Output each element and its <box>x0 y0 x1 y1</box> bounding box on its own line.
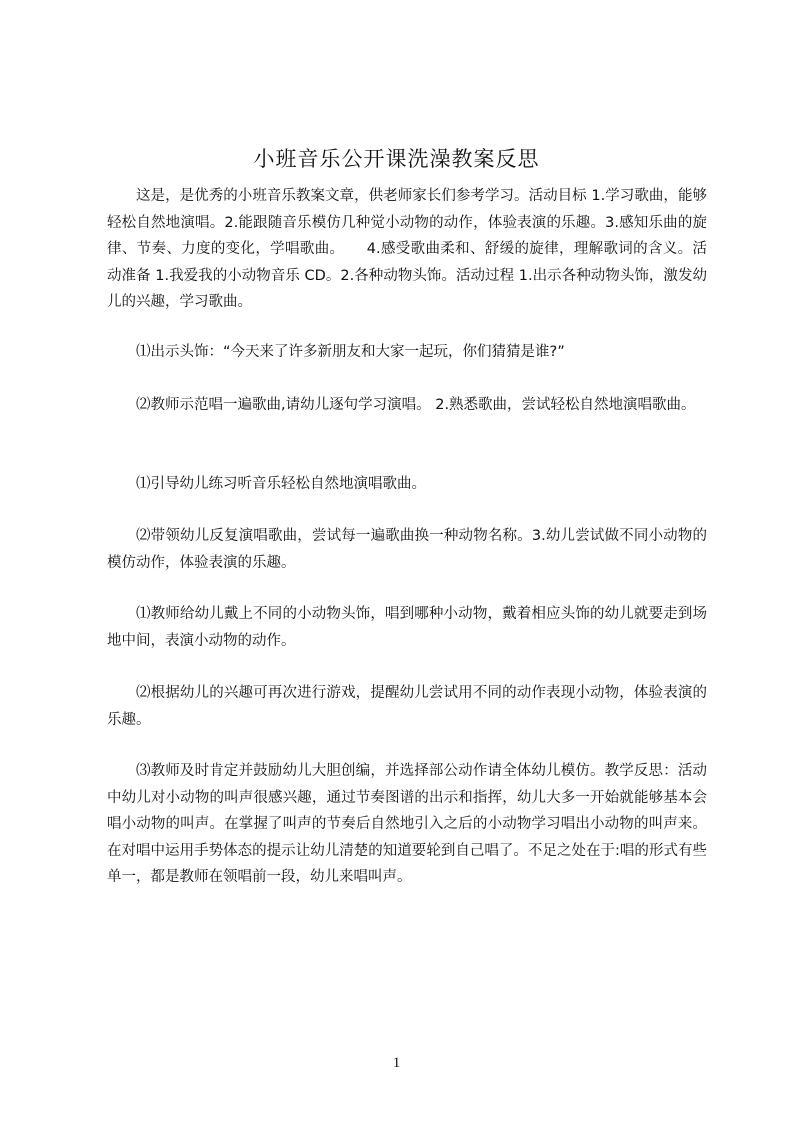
paragraph-step-3-1: ⑴教师给幼儿戴上不同的小动物头饰，唱到哪种小动物，戴着相应头饰的幼儿就要走到场地中间，表演小动物的动作。 <box>107 606 707 649</box>
paragraph-step-1-2: ⑵教师示范唱一遍歌曲,请幼儿逐句学习演唱。 2.熟悉歌曲，尝试轻松自然地演唱歌曲。 <box>136 397 696 413</box>
paragraph-step-2-2: ⑵带领幼儿反复演唱歌曲，尝试每一遍歌曲换一种动物名称。3.幼儿尝试做不同小动物的模仿动作，体验表演的乐趣。 <box>107 528 707 571</box>
paragraph-step-2-1: ⑴引导幼儿练习听音乐轻松自然地演唱歌曲。 <box>136 476 426 492</box>
paragraph-reflection: ⑶教师及时肯定并鼓励幼儿大胆创编，并选择部公动作请全体幼儿模仿。教学反思：活动中幼儿对小动物的叫声很感兴趣，通过节奏图谱的出示和指挥，幼儿大多一开始就能够基本会唱小动物的叫声。在掌握了叫声的节奏后自然地引入之后的小动物学习唱出小动物的叫声来。在对唱中运用手势体态的提示让幼儿清楚的知道要轮到自己唱了。不足之处在于:唱的形式有些单一，都是教师在领唱前一段，幼儿来唱叫声。 <box>107 763 707 885</box>
paragraph-intro: 这是，是优秀的小班音乐教案文章，供老师家长们参考学习。活动目标 1.学习歌曲，能够轻松自然地演唱。2.能跟随音乐模仿几种觉小动物的动作，体验表演的乐趣。3.感知乐曲的旋律、节奏、力度的变化，学唱歌曲。 4.感受歌曲柔和、舒缓的旋律，理解歌词的含义。活动准备 1.我爱我的小动物音乐 CD。2.各种动物头饰。活动过程 1.出示各种动物头饰，激发幼儿的兴趣，学习歌曲。 <box>107 188 707 310</box>
page-number: 1 <box>392 1055 401 1071</box>
document-title: 小班音乐公开课洗澡教案反思 <box>253 147 540 171</box>
paragraph-step-3-2: ⑵根据幼儿的兴趣可再次进行游戏，提醒幼儿尝试用不同的动作表现小动物，体验表演的乐趣。 <box>107 685 707 728</box>
paragraph-step-1-1: ⑴出示头饰：“今天来了许多新朋友和大家一起玩，你们猜猜是谁?” <box>136 344 565 360</box>
